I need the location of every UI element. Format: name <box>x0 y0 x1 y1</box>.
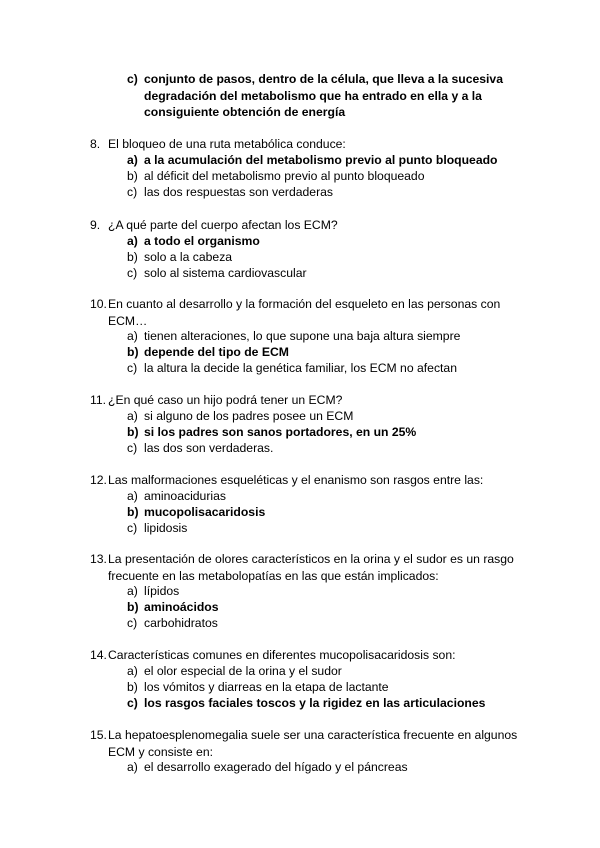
option-11b <box>127 424 527 441</box>
question-number: 10. <box>90 297 107 311</box>
carryover-option <box>127 71 527 121</box>
question-text: El bloqueo de una ruta metabólica conduce: <box>108 137 346 151</box>
option-13a <box>127 583 527 600</box>
option-label: a) <box>127 329 138 343</box>
option-text: a la acumulación del metabolismo previo al punto bloqueado <box>144 153 498 167</box>
option-8a <box>127 152 527 169</box>
option-8c <box>127 184 527 201</box>
question-13 <box>90 551 530 584</box>
option-9a <box>127 233 527 250</box>
option-label: a) <box>127 153 138 167</box>
option-text: carbohidratos <box>144 616 218 630</box>
option-14b <box>127 679 527 696</box>
option-11c <box>127 440 527 457</box>
option-label: c) <box>127 266 138 280</box>
question-text: Las malformaciones esqueléticas y el enanismo son rasgos entre las: <box>108 473 484 487</box>
question-text: En cuanto al desarrollo y la formación del esqueleto en las personas con ECM… <box>108 297 501 328</box>
question-number: 9. <box>90 218 101 232</box>
option-label: b) <box>127 505 139 519</box>
question-14 <box>90 647 530 664</box>
option-10a <box>127 328 527 345</box>
question-number: 14. <box>90 648 107 662</box>
option-text: la altura la decide la genética familiar, los ECM no afectan <box>144 361 457 375</box>
question-12 <box>90 472 530 489</box>
question-number: 11. <box>90 393 107 407</box>
option-text: si alguno de los padres posee un ECM <box>144 409 354 423</box>
question-text: Características comunes en diferentes mucopolisacaridosis son: <box>108 648 456 662</box>
option-label: c) <box>127 361 138 375</box>
option-label: a) <box>127 234 138 248</box>
option-label: c) <box>127 696 138 710</box>
option-label: c) <box>127 185 138 199</box>
option-text: el desarrollo exagerado del hígado y el páncreas <box>144 760 408 774</box>
option-text: las dos son verdaderas. <box>144 441 274 455</box>
option-8b <box>127 168 527 185</box>
option-text: los rasgos faciales toscos y la rigidez en las articulaciones <box>144 696 486 710</box>
option-13c <box>127 615 527 632</box>
question-9 <box>90 217 530 234</box>
option-15a <box>127 759 527 776</box>
option-label: a) <box>127 409 138 423</box>
option-label: b) <box>127 345 139 359</box>
question-15 <box>90 727 530 760</box>
option-text: solo a la cabeza <box>144 250 233 264</box>
option-10c <box>127 360 527 377</box>
question-10 <box>90 296 530 329</box>
question-text: ¿En qué caso un hijo podrá tener un ECM? <box>108 393 343 407</box>
option-label: b) <box>127 169 138 183</box>
option-13b <box>127 599 527 616</box>
option-text: si los padres son sanos portadores, en un 25% <box>144 425 417 439</box>
option-10b <box>127 344 527 361</box>
option-text: lipidosis <box>144 521 188 535</box>
option-14c <box>127 695 527 712</box>
option-text: depende del tipo de ECM <box>144 345 289 359</box>
option-label: c) <box>127 616 138 630</box>
option-text: tienen alteraciones, lo que supone una baja altura siempre <box>144 329 461 343</box>
question-number: 12. <box>90 473 107 487</box>
option-text: aminoácidos <box>144 600 219 614</box>
option-9c <box>127 265 527 282</box>
option-9b <box>127 249 527 266</box>
option-label: b) <box>127 680 138 694</box>
option-label: a) <box>127 760 138 774</box>
option-12c <box>127 520 527 537</box>
question-8 <box>90 136 530 153</box>
option-text: el olor especial de la orina y el sudor <box>144 664 342 678</box>
option-12b <box>127 504 527 521</box>
question-text: La presentación de olores característicos en la orina y el sudor es un rasgo frecuente en las metabolopatías en las que están implicados: <box>108 552 514 583</box>
option-label: b) <box>127 250 138 264</box>
option-text: las dos respuestas son verdaderas <box>144 185 334 199</box>
option-label: b) <box>127 600 139 614</box>
question-text: La hepatoesplenomegalia suele ser una característica frecuente en algunos ECM y consiste en: <box>108 728 518 759</box>
option-11a <box>127 408 527 425</box>
option-label: a) <box>127 489 138 503</box>
option-text: solo al sistema cardiovascular <box>144 266 307 280</box>
option-label: c) <box>127 441 138 455</box>
option-text: los vómitos y diarreas en la etapa de lactante <box>144 680 389 694</box>
option-text: lípidos <box>144 584 180 598</box>
option-text: aminoacidurias <box>144 489 226 503</box>
option-text: a todo el organismo <box>144 234 260 248</box>
option-label: b) <box>127 425 139 439</box>
option-14a <box>127 663 527 680</box>
question-text: ¿A qué parte del cuerpo afectan los ECM? <box>108 218 338 232</box>
option-label: c) <box>127 72 138 86</box>
option-text: mucopolisacaridosis <box>144 505 266 519</box>
question-number: 15. <box>90 728 107 742</box>
question-11 <box>90 392 530 409</box>
option-label: c) <box>127 521 138 535</box>
option-label: a) <box>127 664 138 678</box>
option-12a <box>127 488 527 505</box>
option-label: a) <box>127 584 138 598</box>
option-text: al déficit del metabolismo previo al punto bloqueado <box>144 169 425 183</box>
question-number: 13. <box>90 552 107 566</box>
question-number: 8. <box>90 137 101 151</box>
option-text: conjunto de pasos, dentro de la célula, que lleva a la sucesiva degradación del metabolismo que ha entrado en ella y a la consiguiente obtención de energía <box>144 72 503 119</box>
